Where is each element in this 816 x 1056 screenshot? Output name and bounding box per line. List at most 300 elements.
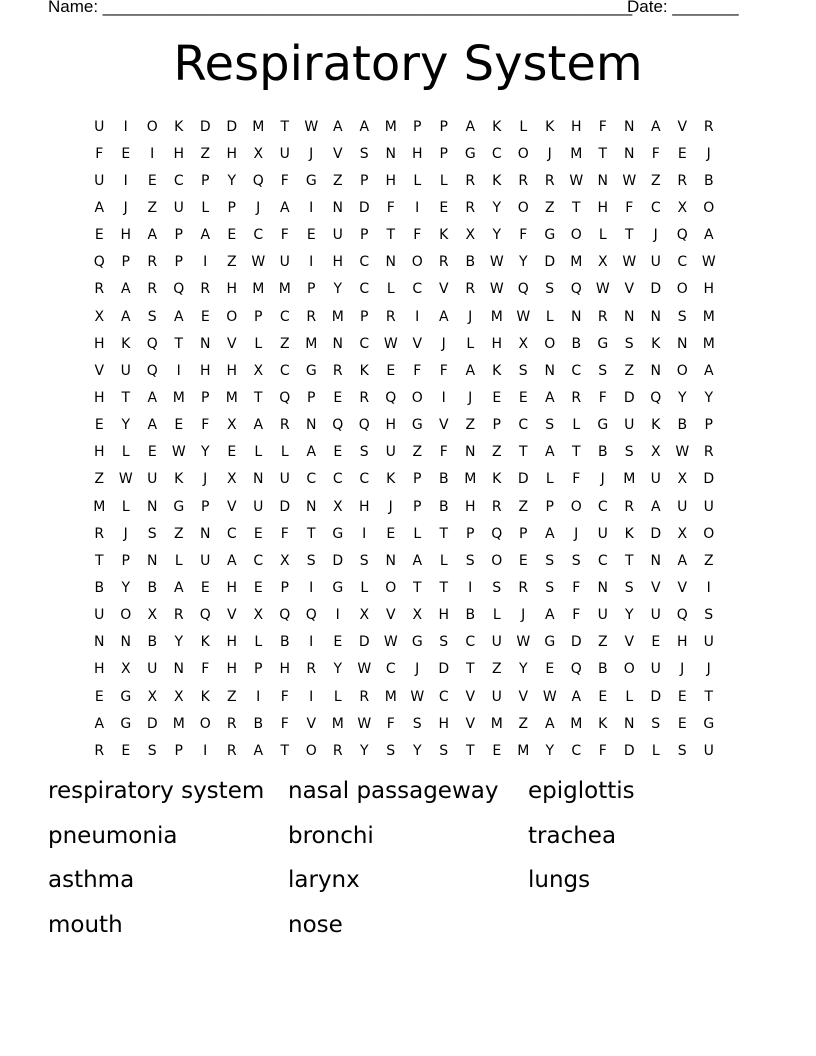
grid-letter: C bbox=[332, 471, 343, 488]
grid-letter: N bbox=[597, 579, 608, 596]
grid-letter: E bbox=[306, 227, 316, 244]
grid-letter: I bbox=[123, 172, 128, 189]
grid-letter: G bbox=[305, 362, 317, 379]
grid-letter: T bbox=[121, 389, 131, 406]
grid-letter: Q bbox=[173, 281, 185, 298]
grid-letter: T bbox=[624, 227, 634, 244]
grid-letter: Z bbox=[650, 172, 661, 189]
grid-letter: P bbox=[174, 254, 183, 271]
grid-letter: V bbox=[465, 688, 476, 705]
grid-letter: M bbox=[252, 281, 265, 298]
grid-letter: W bbox=[516, 634, 531, 651]
grid-letter: Q bbox=[385, 389, 397, 406]
grid-letter: H bbox=[597, 199, 609, 216]
grid-letter: P bbox=[545, 498, 554, 515]
grid-letter: L bbox=[545, 308, 554, 325]
grid-letter: R bbox=[94, 281, 105, 298]
grid-letter: I bbox=[309, 634, 314, 651]
grid-letter: R bbox=[94, 742, 105, 759]
grid-letter: R bbox=[465, 281, 476, 298]
grid-letter: U bbox=[279, 471, 290, 488]
grid-letter: T bbox=[412, 579, 422, 596]
grid-letter: F bbox=[651, 145, 660, 162]
grid-letter: X bbox=[650, 444, 661, 461]
grid-letter: T bbox=[306, 525, 316, 542]
grid-letter: J bbox=[521, 607, 526, 624]
grid-letter: G bbox=[544, 634, 556, 651]
grid-letter: F bbox=[280, 688, 289, 705]
grid-letter: C bbox=[359, 281, 370, 298]
grid-letter: N bbox=[624, 715, 635, 732]
grid-letter: R bbox=[597, 308, 608, 325]
grid-letter: K bbox=[492, 471, 502, 488]
grid-letter: R bbox=[518, 579, 529, 596]
grid-letter: A bbox=[544, 715, 555, 732]
grid-letter: X bbox=[253, 362, 264, 379]
grid-letter: X bbox=[226, 471, 237, 488]
date-field: Date: _______ bbox=[627, 0, 739, 16]
grid-letter: M bbox=[252, 118, 265, 135]
grid-letter: P bbox=[519, 525, 528, 542]
grid-letter: N bbox=[385, 552, 396, 569]
grid-letter: A bbox=[173, 579, 184, 596]
grid-letter: F bbox=[439, 362, 448, 379]
grid-letter: L bbox=[201, 199, 210, 216]
grid-letter: L bbox=[413, 172, 422, 189]
grid-letter: A bbox=[465, 362, 476, 379]
grid-letter: F bbox=[413, 227, 422, 244]
grid-letter: E bbox=[94, 688, 104, 705]
grid-letter: V bbox=[226, 335, 237, 352]
grid-letter: N bbox=[253, 471, 264, 488]
grid-letter: G bbox=[411, 417, 423, 434]
grid-letter: H bbox=[226, 579, 238, 596]
grid-letter: E bbox=[677, 715, 687, 732]
grid-letter: R bbox=[703, 118, 714, 135]
grid-letter: E bbox=[253, 525, 263, 542]
grid-letter: Z bbox=[94, 471, 105, 488]
grid-letter: D bbox=[226, 118, 238, 135]
grid-letter: G bbox=[597, 417, 609, 434]
grid-letter: E bbox=[386, 525, 396, 542]
grid-letter: A bbox=[94, 715, 105, 732]
grid-letter: S bbox=[598, 362, 608, 379]
word-list-item: bronchi bbox=[288, 822, 374, 849]
grid-letter: O bbox=[703, 525, 715, 542]
grid-letter: Z bbox=[226, 688, 237, 705]
grid-letter: S bbox=[624, 579, 634, 596]
grid-letter: Q bbox=[676, 607, 688, 624]
grid-letter: W bbox=[383, 634, 398, 651]
grid-letter: F bbox=[625, 199, 634, 216]
grid-letter: H bbox=[93, 389, 105, 406]
grid-letter: O bbox=[385, 579, 397, 596]
grid-letter: R bbox=[359, 688, 370, 705]
grid-letter: R bbox=[147, 281, 158, 298]
grid-letter: I bbox=[256, 688, 261, 705]
grid-letter: T bbox=[386, 227, 396, 244]
grid-letter: Z bbox=[173, 525, 184, 542]
grid-letter: M bbox=[702, 308, 715, 325]
grid-letter: P bbox=[413, 498, 422, 515]
grid-letter: R bbox=[624, 498, 635, 515]
grid-letter: S bbox=[147, 742, 157, 759]
grid-letter: H bbox=[226, 362, 238, 379]
grid-letter: G bbox=[332, 525, 344, 542]
grid-letter: P bbox=[360, 308, 369, 325]
grid-letter: N bbox=[385, 145, 396, 162]
grid-letter: U bbox=[650, 471, 661, 488]
grid-letter: Y bbox=[174, 634, 184, 651]
grid-letter: T bbox=[280, 118, 290, 135]
grid-letter: F bbox=[413, 362, 422, 379]
grid-letter: A bbox=[650, 118, 661, 135]
grid-letter: I bbox=[415, 199, 420, 216]
grid-letter: L bbox=[625, 688, 634, 705]
grid-letter: A bbox=[677, 552, 688, 569]
grid-letter: P bbox=[413, 118, 422, 135]
word-list-item: larynx bbox=[288, 867, 360, 893]
grid-letter: X bbox=[94, 308, 105, 325]
grid-letter: J bbox=[680, 661, 685, 678]
grid-letter: S bbox=[677, 742, 687, 759]
grid-letter: A bbox=[650, 498, 661, 515]
grid-letter: P bbox=[439, 118, 448, 135]
grid-letter: S bbox=[704, 607, 714, 624]
grid-letter: H bbox=[438, 607, 450, 624]
grid-letter: N bbox=[306, 417, 317, 434]
letter-grid bbox=[86, 113, 722, 764]
word-list-item: nose bbox=[288, 911, 343, 938]
grid-letter: N bbox=[677, 335, 688, 352]
grid-letter: G bbox=[597, 335, 609, 352]
grid-letter: D bbox=[279, 498, 291, 515]
grid-letter: R bbox=[226, 742, 237, 759]
grid-letter: I bbox=[441, 389, 446, 406]
grid-letter: I bbox=[309, 254, 314, 271]
grid-letter: M bbox=[570, 254, 583, 271]
grid-letter: O bbox=[199, 715, 211, 732]
grid-letter: O bbox=[120, 607, 132, 624]
grid-letter: X bbox=[173, 688, 184, 705]
grid-letter: L bbox=[386, 281, 395, 298]
grid-letter: W bbox=[383, 335, 398, 352]
grid-letter: F bbox=[519, 227, 528, 244]
grid-letter: I bbox=[150, 145, 155, 162]
grid-letter: Y bbox=[227, 172, 237, 189]
grid-letter: O bbox=[411, 389, 423, 406]
grid-letter: U bbox=[147, 471, 158, 488]
grid-letter: M bbox=[384, 118, 397, 135]
grid-letter: F bbox=[280, 227, 289, 244]
grid-letter: Y bbox=[121, 417, 131, 434]
grid-letter: U bbox=[597, 525, 608, 542]
grid-letter: M bbox=[702, 335, 715, 352]
grid-letter: E bbox=[94, 417, 104, 434]
grid-letter: O bbox=[411, 254, 423, 271]
grid-letter: V bbox=[438, 417, 449, 434]
grid-letter: H bbox=[491, 335, 503, 352]
grid-letter: Z bbox=[624, 362, 635, 379]
grid-letter: D bbox=[199, 118, 211, 135]
grid-letter: Z bbox=[518, 715, 529, 732]
grid-letter: W bbox=[410, 688, 425, 705]
grid-letter: E bbox=[492, 742, 502, 759]
grid-letter: M bbox=[93, 498, 106, 515]
grid-letter: T bbox=[253, 389, 263, 406]
grid-letter: O bbox=[226, 308, 238, 325]
grid-letter: N bbox=[200, 525, 211, 542]
grid-letter: Z bbox=[200, 145, 211, 162]
grid-letter: N bbox=[624, 118, 635, 135]
grid-letter: C bbox=[465, 634, 476, 651]
grid-letter: O bbox=[676, 362, 688, 379]
grid-letter: R bbox=[306, 661, 317, 678]
grid-letter: H bbox=[173, 145, 185, 162]
grid-letter: S bbox=[439, 634, 449, 651]
grid-letter: R bbox=[491, 498, 502, 515]
grid-letter: Z bbox=[332, 172, 343, 189]
grid-letter: R bbox=[306, 308, 317, 325]
grid-letter: T bbox=[174, 335, 184, 352]
grid-letter: W bbox=[251, 254, 266, 271]
grid-letter: E bbox=[677, 688, 687, 705]
grid-letter: J bbox=[309, 145, 314, 162]
grid-letter: N bbox=[332, 335, 343, 352]
grid-letter: A bbox=[120, 308, 131, 325]
grid-letter: O bbox=[305, 742, 317, 759]
grid-letter: N bbox=[200, 335, 211, 352]
grid-letter: P bbox=[201, 498, 210, 515]
grid-letter: U bbox=[147, 661, 158, 678]
grid-letter: K bbox=[492, 172, 502, 189]
grid-letter: Y bbox=[333, 281, 343, 298]
grid-letter: C bbox=[677, 254, 688, 271]
grid-letter: C bbox=[385, 661, 396, 678]
grid-letter: T bbox=[465, 661, 475, 678]
grid-letter: K bbox=[174, 471, 184, 488]
grid-letter: F bbox=[201, 417, 210, 434]
grid-letter: E bbox=[333, 389, 343, 406]
grid-letter: L bbox=[598, 227, 607, 244]
grid-letter: P bbox=[439, 145, 448, 162]
grid-letter: F bbox=[572, 579, 581, 596]
grid-letter: P bbox=[413, 471, 422, 488]
grid-letter: Y bbox=[200, 444, 210, 461]
grid-letter: Q bbox=[676, 227, 688, 244]
grid-letter: W bbox=[171, 444, 186, 461]
grid-letter: W bbox=[675, 444, 690, 461]
grid-letter: R bbox=[385, 308, 396, 325]
grid-letter: E bbox=[121, 742, 131, 759]
grid-letter: F bbox=[598, 389, 607, 406]
grid-letter: J bbox=[468, 308, 473, 325]
grid-letter: L bbox=[439, 552, 448, 569]
grid-letter: D bbox=[438, 661, 450, 678]
grid-letter: V bbox=[624, 634, 635, 651]
grid-letter: K bbox=[598, 715, 608, 732]
grid-letter: S bbox=[545, 579, 555, 596]
grid-letter: S bbox=[492, 579, 502, 596]
grid-letter: U bbox=[279, 145, 290, 162]
grid-letter: R bbox=[465, 172, 476, 189]
grid-letter: A bbox=[332, 118, 343, 135]
grid-letter: X bbox=[465, 227, 476, 244]
grid-letter: R bbox=[279, 417, 290, 434]
grid-letter: H bbox=[358, 498, 370, 515]
grid-letter: X bbox=[147, 607, 158, 624]
grid-letter: R bbox=[571, 389, 582, 406]
grid-letter: I bbox=[468, 579, 473, 596]
grid-letter: T bbox=[571, 199, 581, 216]
grid-letter: A bbox=[94, 199, 105, 216]
grid-letter: U bbox=[94, 118, 105, 135]
grid-letter: I bbox=[203, 742, 208, 759]
grid-letter: G bbox=[703, 715, 715, 732]
word-list-item: asthma bbox=[48, 867, 135, 893]
grid-letter: F bbox=[598, 118, 607, 135]
grid-letter: B bbox=[279, 634, 290, 651]
grid-letter: P bbox=[201, 172, 210, 189]
grid-letter: N bbox=[173, 661, 184, 678]
grid-letter: W bbox=[118, 471, 133, 488]
grid-letter: H bbox=[93, 444, 105, 461]
grid-letter: N bbox=[94, 634, 105, 651]
grid-letter: B bbox=[677, 417, 688, 434]
grid-letter: X bbox=[147, 688, 158, 705]
grid-letter: C bbox=[571, 742, 582, 759]
grid-letter: S bbox=[624, 335, 634, 352]
grid-letter: N bbox=[120, 634, 131, 651]
grid-letter: Y bbox=[677, 389, 687, 406]
grid-letter: T bbox=[439, 579, 449, 596]
grid-letter: D bbox=[146, 715, 158, 732]
grid-letter: A bbox=[253, 742, 264, 759]
grid-letter: N bbox=[571, 308, 582, 325]
grid-letter: K bbox=[545, 118, 555, 135]
grid-letter: M bbox=[384, 688, 397, 705]
grid-letter: A bbox=[412, 552, 423, 569]
grid-letter: C bbox=[226, 525, 237, 542]
grid-letter: M bbox=[331, 715, 344, 732]
grid-letter: Z bbox=[703, 552, 714, 569]
grid-letter: V bbox=[438, 281, 449, 298]
grid-letter: I bbox=[309, 199, 314, 216]
grid-letter: D bbox=[570, 634, 582, 651]
grid-letter: X bbox=[412, 607, 423, 624]
grid-letter: X bbox=[226, 417, 237, 434]
grid-letter: E bbox=[677, 145, 687, 162]
grid-letter: L bbox=[466, 335, 475, 352]
grid-letter: U bbox=[253, 498, 264, 515]
grid-letter: T bbox=[704, 688, 714, 705]
grid-letter: P bbox=[227, 199, 236, 216]
grid-letter: R bbox=[677, 172, 688, 189]
word-list-item: trachea bbox=[528, 822, 617, 849]
grid-letter: W bbox=[489, 281, 504, 298]
grid-letter: S bbox=[624, 444, 634, 461]
grid-letter: C bbox=[597, 498, 608, 515]
grid-letter: T bbox=[624, 552, 634, 569]
grid-letter: E bbox=[439, 199, 449, 216]
grid-letter: I bbox=[309, 579, 314, 596]
grid-letter: J bbox=[388, 498, 393, 515]
grid-letter: H bbox=[226, 634, 238, 651]
grid-letter: J bbox=[574, 525, 579, 542]
grid-letter: X bbox=[597, 254, 608, 271]
grid-letter: H bbox=[385, 172, 397, 189]
grid-letter: M bbox=[464, 471, 477, 488]
grid-letter: M bbox=[172, 715, 185, 732]
grid-letter: W bbox=[701, 254, 716, 271]
grid-letter: F bbox=[572, 607, 581, 624]
word-list-item: lungs bbox=[528, 867, 591, 893]
grid-letter: E bbox=[492, 389, 502, 406]
grid-letter: C bbox=[412, 281, 423, 298]
grid-letter: A bbox=[465, 118, 476, 135]
grid-letter: Y bbox=[492, 199, 502, 216]
grid-letter: E bbox=[121, 145, 131, 162]
grid-letter: J bbox=[706, 661, 711, 678]
grid-letter: R bbox=[703, 444, 714, 461]
grid-letter: A bbox=[147, 227, 158, 244]
grid-letter: S bbox=[412, 715, 422, 732]
grid-letter: E bbox=[200, 579, 210, 596]
grid-letter: L bbox=[572, 417, 581, 434]
grid-letter: N bbox=[597, 172, 608, 189]
grid-letter: N bbox=[385, 254, 396, 271]
grid-letter: Y bbox=[492, 227, 502, 244]
grid-letter: D bbox=[650, 688, 662, 705]
grid-letter: C bbox=[597, 552, 608, 569]
grid-letter: M bbox=[570, 145, 583, 162]
grid-letter: K bbox=[200, 634, 210, 651]
grid-letter: K bbox=[386, 471, 396, 488]
grid-letter: R bbox=[94, 525, 105, 542]
grid-letter: I bbox=[123, 118, 128, 135]
grid-letter: S bbox=[306, 552, 316, 569]
grid-letter: K bbox=[439, 227, 449, 244]
grid-letter: F bbox=[95, 145, 104, 162]
grid-letter: S bbox=[439, 742, 449, 759]
grid-letter: H bbox=[385, 417, 397, 434]
grid-letter: G bbox=[332, 579, 344, 596]
grid-letter: K bbox=[200, 688, 210, 705]
grid-letter: K bbox=[174, 118, 184, 135]
grid-letter: Q bbox=[650, 389, 662, 406]
grid-letter: S bbox=[465, 552, 475, 569]
grid-letter: U bbox=[279, 254, 290, 271]
grid-letter: D bbox=[544, 254, 556, 271]
grid-letter: Q bbox=[146, 335, 158, 352]
grid-letter: Q bbox=[332, 417, 344, 434]
grid-letter: P bbox=[280, 579, 289, 596]
grid-letter: O bbox=[703, 199, 715, 216]
grid-letter: L bbox=[254, 634, 263, 651]
grid-letter: H bbox=[411, 145, 423, 162]
grid-letter: J bbox=[123, 199, 128, 216]
grid-letter: A bbox=[544, 389, 555, 406]
grid-letter: R bbox=[200, 281, 211, 298]
grid-letter: B bbox=[465, 254, 476, 271]
grid-letter: G bbox=[305, 172, 317, 189]
grid-letter: O bbox=[570, 498, 582, 515]
grid-letter: M bbox=[490, 715, 503, 732]
grid-letter: N bbox=[624, 145, 635, 162]
grid-letter: K bbox=[651, 417, 661, 434]
grid-letter: Y bbox=[518, 254, 528, 271]
grid-letter: T bbox=[280, 742, 290, 759]
